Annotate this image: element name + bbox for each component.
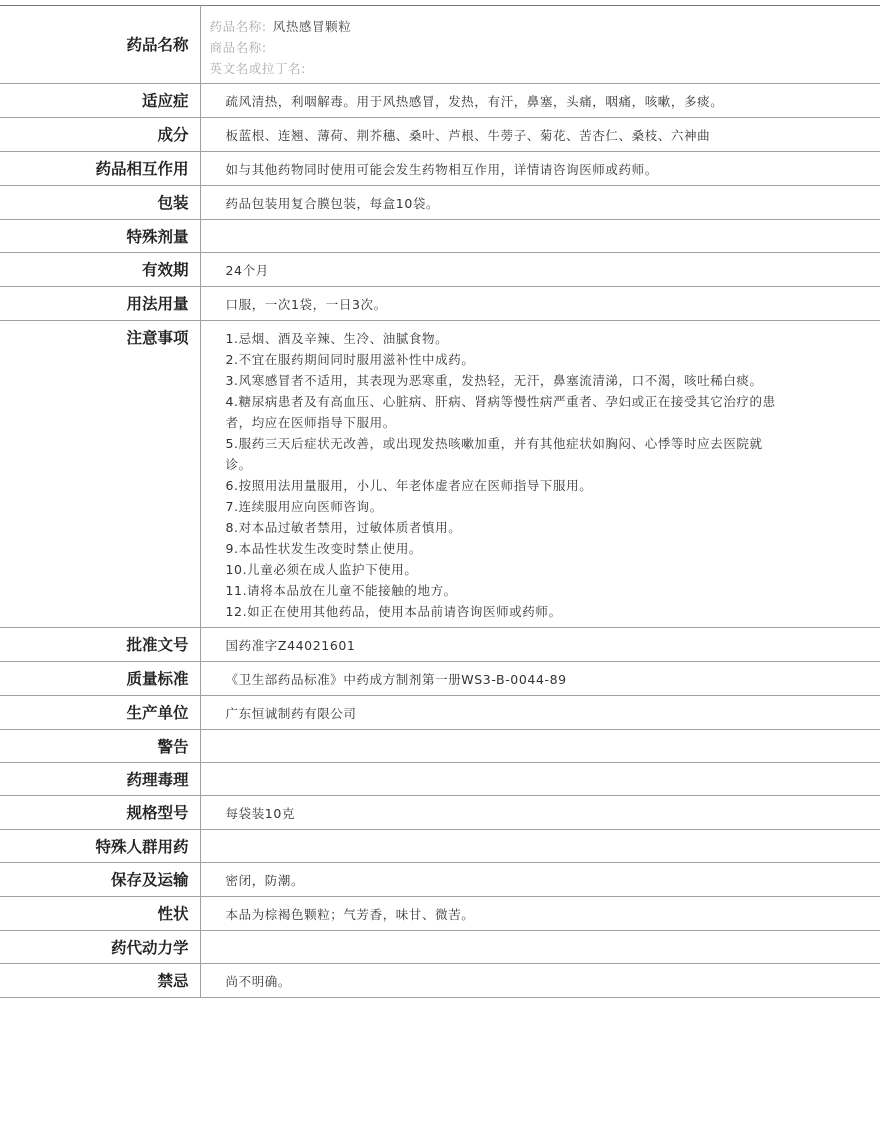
label-packaging: 包装 [0, 186, 200, 220]
label-interactions: 药品相互作用 [0, 152, 200, 186]
row-interactions [0, 152, 880, 186]
row-contraindications [0, 964, 880, 998]
label-shelf-life: 有效期 [0, 253, 200, 287]
label-specification: 规格型号 [0, 796, 200, 830]
drug-name-line [210, 16, 781, 37]
row-standard [0, 662, 880, 696]
row-appearance [0, 897, 880, 931]
row-toxicology [0, 763, 880, 796]
value-manufacturer: 广东恒诚制药有限公司 [200, 696, 880, 730]
value-packaging: 药品包装用复合膜包装，每盒10袋。 [200, 186, 880, 220]
label-notes: 注意事项 [0, 321, 200, 628]
value-standard: 《卫生部药品标准》中药成方制剂第一册WS3-B-0044-89 [200, 662, 880, 696]
note-item: 7.连续服用应向医师咨询。 [225, 499, 383, 514]
note-item: 8.对本品过敏者禁用，过敏体质者慎用。 [225, 520, 462, 535]
note-item: 4.糖尿病患者及有高血压、心脏病、肝病、肾病等慢性病严重者、孕妇或正在接受其它治疗的患者，均应在医师指导下服用。 [225, 394, 776, 430]
row-approval [0, 628, 880, 662]
note-item: 6.按照用法用量服用，小儿、年老体虚者应在医师指导下服用。 [225, 478, 593, 493]
row-packaging [0, 186, 880, 220]
value-pharmacokinetics [200, 931, 880, 964]
value-drug-name-block [200, 6, 880, 84]
label-special-dosage: 特殊剂量 [0, 220, 200, 253]
value-usage: 口服，一次1袋，一日3次。 [200, 287, 880, 321]
trade-name-line [210, 37, 781, 58]
label-toxicology: 药理毒理 [0, 763, 200, 796]
value-notes [200, 321, 880, 628]
note-item: 1.忌烟、酒及辛辣、生冷、油腻食物。 [225, 331, 449, 346]
drug-name-value: 风热感冒颗粒 [272, 19, 352, 34]
note-item: 3.风寒感冒者不适用，其表现为恶寒重，发热轻，无汗，鼻塞流清涕，口不渴，咳吐稀白痰。 [225, 373, 763, 388]
row-special-population [0, 830, 880, 863]
label-approval: 批准文号 [0, 628, 200, 662]
value-interactions: 如与其他药物同时使用可能会发生药物相互作用，详情请咨询医师或药师。 [200, 152, 880, 186]
label-drug-name: 药品名称 [0, 6, 200, 84]
value-storage: 密闭，防潮。 [200, 863, 880, 897]
row-shelf-life [0, 253, 880, 287]
note-item: 10.儿童必须在成人监护下使用。 [225, 562, 418, 577]
row-pharmacokinetics [0, 931, 880, 964]
label-manufacturer: 生产单位 [0, 696, 200, 730]
value-special-dosage [200, 220, 880, 253]
row-storage [0, 863, 880, 897]
label-special-population: 特殊人群用药 [0, 830, 200, 863]
drug-name-key: 药品名称: [209, 19, 267, 34]
label-contraindications: 禁忌 [0, 964, 200, 998]
value-ingredients: 板蓝根、连翘、薄荷、荆芥穗、桑叶、芦根、牛蒡子、菊花、苦杏仁、桑枝、六神曲 [200, 118, 880, 152]
value-approval: 国药准字Z44021601 [200, 628, 880, 662]
label-warning: 警告 [0, 730, 200, 763]
row-indications [0, 84, 880, 118]
row-usage [0, 287, 880, 321]
note-item: 11.请将本品放在儿童不能接触的地方。 [225, 583, 457, 598]
row-warning [0, 730, 880, 763]
value-contraindications: 尚不明确。 [200, 964, 880, 998]
label-storage: 保存及运输 [0, 863, 200, 897]
row-manufacturer [0, 696, 880, 730]
row-special-dosage [0, 220, 880, 253]
value-shelf-life: 24个月 [200, 253, 880, 287]
row-ingredients [0, 118, 880, 152]
english-name-line [210, 58, 781, 79]
value-warning [200, 730, 880, 763]
value-special-population [200, 830, 880, 863]
note-item: 9.本品性状发生改变时禁止使用。 [225, 541, 423, 556]
note-item: 5.服药三天后症状无改善，或出现发热咳嗽加重，并有其他症状如胸闷、心悸等时应去医院就诊。 [225, 436, 763, 472]
note-item: 2.不宜在服药期间同时服用滋补性中成药。 [225, 352, 475, 367]
value-specification: 每袋装10克 [200, 796, 880, 830]
label-usage: 用法用量 [0, 287, 200, 321]
note-item: 12.如正在使用其他药品，使用本品前请咨询医师或药师。 [225, 604, 562, 619]
label-standard: 质量标准 [0, 662, 200, 696]
english-name-key: 英文名或拉丁名: [209, 61, 307, 76]
value-appearance: 本品为棕褐色颗粒；气芳香，味甘、微苦。 [200, 897, 880, 931]
row-notes [0, 321, 880, 628]
row-drug-name [0, 6, 880, 84]
label-pharmacokinetics: 药代动力学 [0, 931, 200, 964]
row-specification [0, 796, 880, 830]
label-ingredients: 成分 [0, 118, 200, 152]
trade-name-key: 商品名称: [209, 40, 267, 55]
value-indications: 疏风清热，利咽解毒。用于风热感冒，发热，有汗，鼻塞，头痛，咽痛，咳嗽，多痰。 [200, 84, 880, 118]
value-toxicology [200, 763, 880, 796]
label-appearance: 性状 [0, 897, 200, 931]
drug-info-table [0, 5, 880, 998]
label-indications: 适应症 [0, 84, 200, 118]
